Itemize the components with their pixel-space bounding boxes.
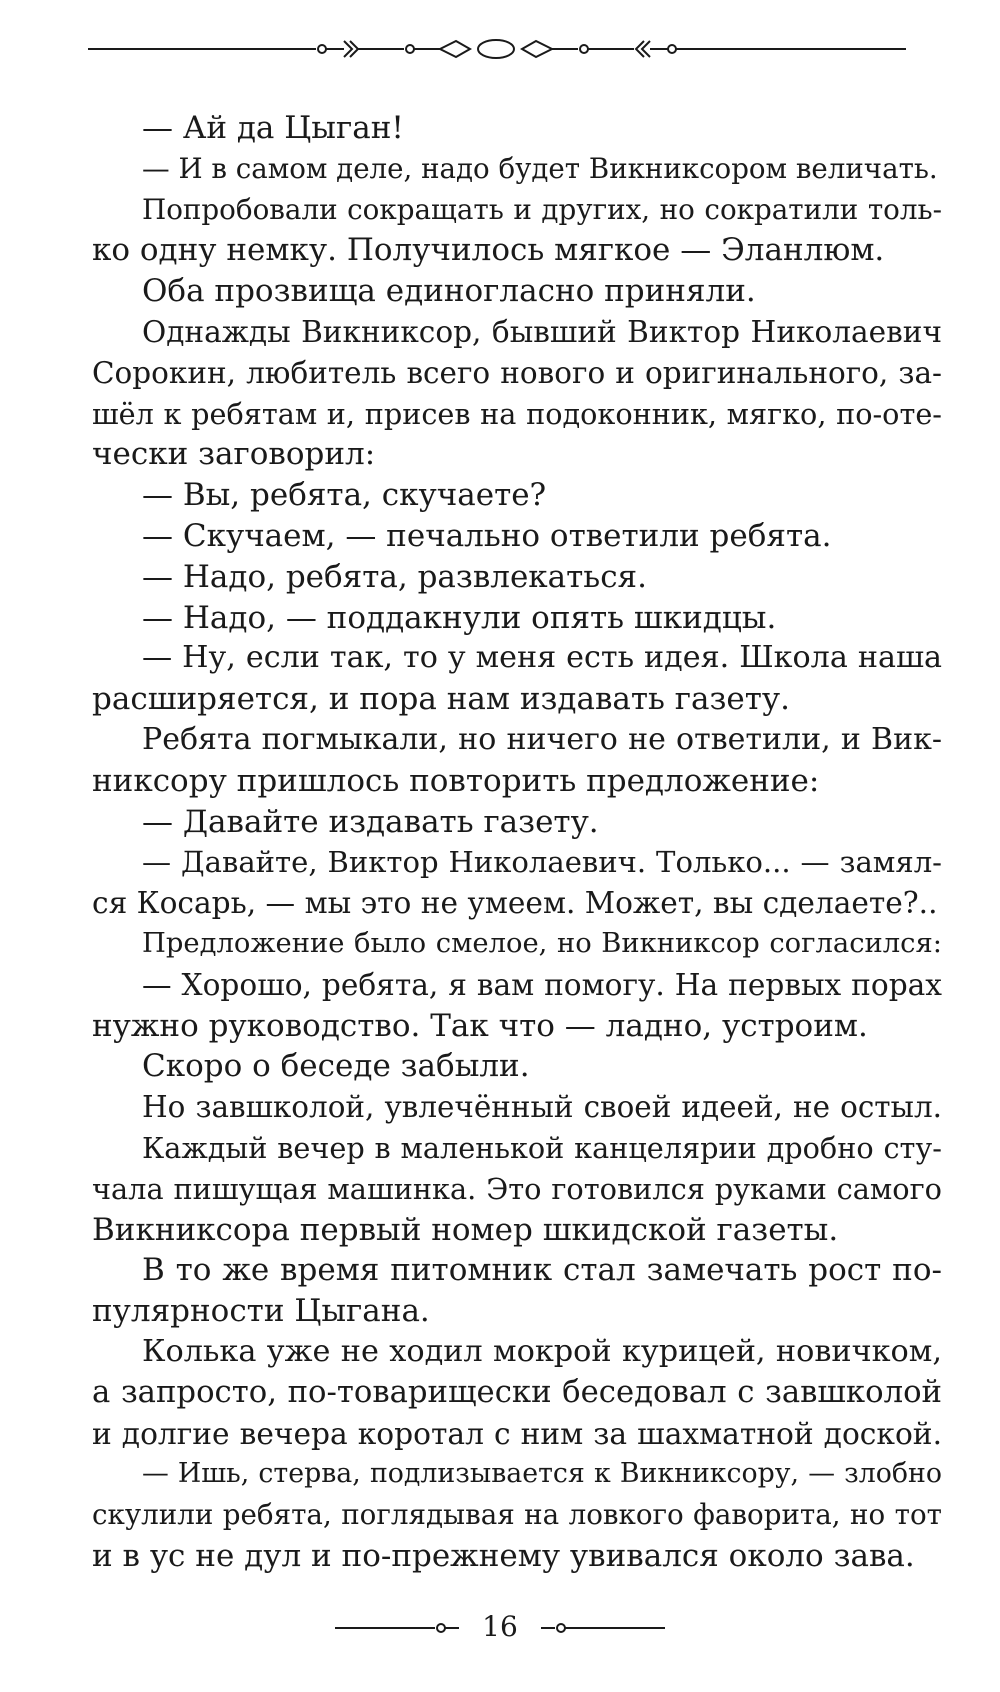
text-line: ко одну немку. Получилось мягкое — Эланлюм. [92, 232, 885, 269]
text-line: — Ишь, стерва, подлизывается к Викниксору, — злобно [142, 1458, 942, 1490]
text-line: — Ай да Цыган! [142, 110, 404, 146]
text-line: чески заговорил: [92, 436, 376, 473]
body-text [92, 108, 942, 1577]
text-line: Но завшколой, увлечённый своей идеей, не остыл. [142, 1090, 942, 1125]
text-line: — Вы, ребята, скучаете? [142, 477, 547, 514]
text-line: Попробовали сокращать и других, но сократили толь- [142, 192, 942, 226]
text-line: — И в самом деле, надо будет Викниксором величать. [142, 151, 938, 185]
text-line: Каждый вечер в маленькой канцелярии дробно сту- [142, 1130, 942, 1165]
text-line: — Надо, — поддакнули опять шкидцы. [142, 599, 777, 636]
text-line: — Надо, ребята, развлекаться. [142, 558, 647, 595]
page-footer [335, 1606, 665, 1650]
text-line: — Давайте, Виктор Николаевич. Только... — замял- [142, 845, 942, 880]
text-line: и долгие вечера коротал с ним за шахматной доской. [92, 1415, 942, 1451]
text-line: В то же время питомник стал замечать рост по- [142, 1252, 942, 1289]
text-line: Колька уже не ходил мокрой курицей, новичком, [142, 1333, 942, 1369]
text-line: ся Косарь, — мы это не умеем. Может, вы сделаете?.. [92, 886, 938, 921]
text-line: — Ну, если так, то у меня есть идея. Школа наша [142, 640, 942, 676]
text-line: расширяется, и пора нам издавать газету. [92, 681, 790, 718]
text-line: шёл к ребятам и, присев на подоконник, мягко, по-оте- [92, 396, 942, 431]
page-number: 16 [482, 1610, 518, 1643]
text-line: — Скучаем, — печально ответили ребята. [142, 517, 832, 554]
text-line: нужно руководство. Так что — ладно, устроим. [92, 1007, 868, 1044]
text-line: Скоро о беседе забыли. [142, 1048, 530, 1085]
text-line: Однажды Викниксор, бывший Виктор Николаевич [142, 314, 942, 349]
text-line: никсору пришлось повторить предложение: [92, 762, 820, 799]
text-line: а запросто, по-товарищески беседовал с завшколой [92, 1374, 942, 1410]
text-line: и в ус не дул и по-прежнему увивался около зава. [92, 1537, 915, 1574]
text-line: — Давайте издавать газету. [142, 803, 599, 840]
text-line: Сорокин, любитель всего нового и оригинального, за- [92, 355, 942, 390]
text-line: Ребята погмыкали, но ничего не ответили, и Вик- [142, 721, 942, 757]
text-line: скулили ребята, поглядывая на ловкого фаворита, но тот [92, 1498, 942, 1532]
text-line: Предложение было смелое, но Викниксор согласился: [142, 927, 942, 959]
text-line: Оба прозвища единогласно приняли. [142, 273, 756, 310]
top-ornament-divider [88, 32, 906, 68]
text-line: пулярности Цыгана. [92, 1293, 430, 1330]
text-line: Викниксора первый номер шкидской газеты. [92, 1211, 839, 1248]
text-line: — Хорошо, ребята, я вам помогу. На первых порах [142, 967, 942, 1002]
text-line: чала пишущая машинка. Это готовился руками самого [92, 1171, 942, 1206]
